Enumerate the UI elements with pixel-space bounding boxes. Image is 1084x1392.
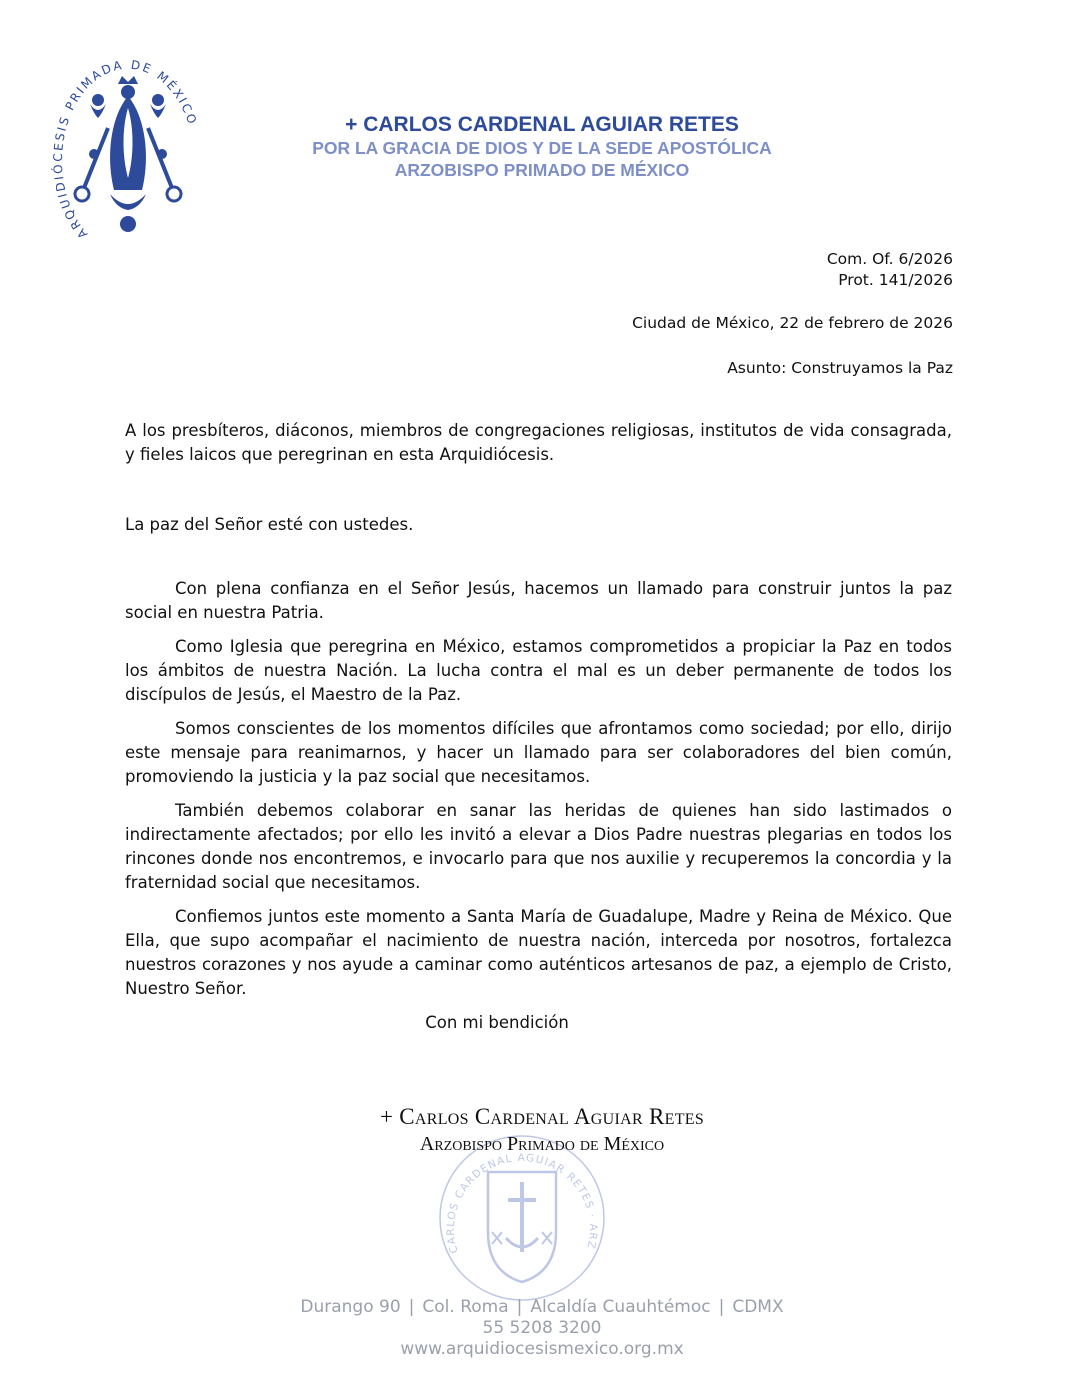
signature-block (250, 1103, 834, 1157)
reference-block (632, 249, 953, 379)
footer-address (200, 1297, 884, 1318)
place-date: Ciudad de México, 22 de febrero de 2026 (632, 314, 953, 332)
svg-text:CARLOS CARDENAL AGUIAR RETES ·: CARLOS CARDENAL AGUIAR RETES · ARZ (444, 1152, 600, 1255)
footer (200, 1297, 884, 1360)
greeting: La paz del Señor esté con ustedes. (125, 515, 414, 534)
signature-name: + Carlos Cardenal Aguiar Retes (379, 1104, 705, 1129)
cardinal-seal-stamp-icon (436, 1132, 608, 1304)
seal-stamp (436, 1132, 608, 1304)
footer-separator: | (718, 1297, 725, 1317)
footer-phone: 55 5208 3200 (482, 1318, 602, 1338)
addressee: A los presbíteros, diáconos, miembros de congregaciones religiosas, institutos de vida consagrada, y fieles laicos que peregrinan en esta Arquidiócesis. (125, 421, 952, 464)
header-title-line: ARZOBISPO PRIMADO DE MÉXICO (394, 160, 690, 180)
archdiocese-logo (48, 38, 208, 250)
protocol-number: Prot. 141/2026 (838, 271, 953, 289)
footer-colonia: Col. Roma (422, 1297, 509, 1317)
communication-number: Com. Of. 6/2026 (826, 250, 953, 268)
archdiocese-virgin-crest-icon (48, 38, 208, 250)
footer-separator: | (408, 1297, 415, 1317)
footer-website[interactable]: www.arquidiocesismexico.org.mx (400, 1339, 684, 1359)
closing: Con mi bendición (425, 1013, 569, 1032)
footer-city: CDMX (732, 1297, 784, 1317)
paragraph: Con plena confianza en el Señor Jesús, hacemos un llamado para construir juntos la paz social en nuestra Patria. (125, 579, 952, 622)
header-name: + CARLOS CARDENAL AGUIAR RETES (345, 113, 739, 136)
svg-text:ARQUIDIÓCESIS PRIMADA DE MÉXIC: ARQUIDIÓCESIS PRIMADA DE MÉXICO (50, 57, 200, 242)
footer-separator: | (516, 1297, 523, 1317)
signature-title: Arzobispo Primado de México (419, 1133, 665, 1155)
footer-alcaldia: Alcaldía Cuauhtémoc (530, 1297, 711, 1317)
letterhead (250, 113, 834, 181)
paragraph: Somos conscientes de los momentos difíciles que afrontamos como sociedad; por ello, dirijo este mensaje para reanimarnos, y hacer un llamado para ser colaboradores del bien común, promoviendo la justicia y la paz social que necesitamos. (125, 719, 952, 786)
subject-line: Asunto: Construyamos la Paz (727, 359, 953, 377)
header-grace-line: POR LA GRACIA DE DIOS Y DE LA SEDE APOSTÓLICA (312, 138, 772, 158)
footer-street: Durango 90 (300, 1297, 401, 1317)
letter-body (125, 419, 952, 1035)
paragraph: Como Iglesia que peregrina en México, estamos comprometidos a propiciar la Paz en todos los ámbitos de nuestra Nación. La lucha contra el mal es un deber permanente de todos los discípulos de Jesús, el Maestro de la Paz. (125, 637, 952, 704)
paragraph: Confiemos juntos este momento a Santa María de Guadalupe, Madre y Reina de México. Que Ella, que supo acompañar el nacimiento de nuestra nación, interceda por nosotros, fortalezca nuestros corazones y nos ayude a caminar como auténticos artesanos de paz, a ejemplo de Cristo, Nuestro Señor. (125, 907, 952, 998)
paragraph: También debemos colaborar en sanar las heridas de quienes han sido lastimados o indirectamente afectados; por ello les invitó a elevar a Dios Padre nuestras plegarias en todos los rincones donde nos encontremos, e invocarlo para que nos auxilie y recuperemos la concordia y la fraternidad social que necesitamos. (125, 801, 952, 892)
